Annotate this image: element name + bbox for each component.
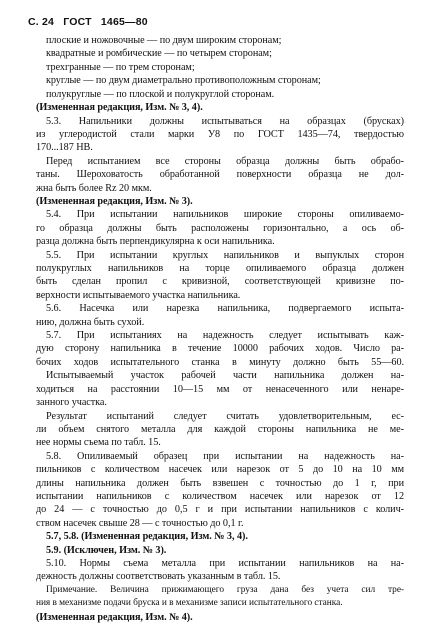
amendment-note: (Измененная редакция, Изм. № 3, 4). [36, 102, 203, 113]
text-line: нию, должна быть сухой. [36, 316, 145, 328]
text-line: 5.6. Насечка или нарезка напильника, подвергаемого испыта- [46, 303, 404, 315]
standard-label: ГОСТ [63, 16, 92, 28]
text-line: 5.5. При испытании круглых напильников и выпуклых сторон [46, 249, 404, 261]
text-line: 5.10. Нормы съема металла при испытании напильников на на- [46, 558, 404, 569]
page-header [28, 16, 154, 28]
footnote-line: ния в механизме подачи бруска и в механизме записи испытательного станка. [36, 598, 343, 609]
text-line: круглые — по двум диаметрально противоположным сторонам; [46, 75, 321, 87]
footnote-line: Примечание. Величина прижимающего груза дана без учета сил тре- [46, 584, 404, 595]
text-line: дежность должны соответствовать указанным в табл. 15. [36, 571, 281, 583]
text-line: 170...187 НВ. [36, 142, 93, 154]
text-line: разца должна быть перпендикулярна к оси напильника. [36, 236, 275, 248]
text-line: до 24 — с точностью до 0,5 г и при испытании напильников с колич- [36, 504, 404, 516]
amendment-note: 5.7, 5.8. (Измененная редакция, Изм. № 3, 4). [46, 531, 248, 543]
text-line: ходиться на расстоянии 10—15 мм от ненасеченного или ненаре- [36, 383, 404, 395]
text-line: квадратные и ромбические — по четырем сторонам; [46, 48, 272, 60]
amendment-note: (Измененная редакция, Изм. № 4). [36, 611, 193, 623]
text-line: жна быть более Rz 20 мкм. [36, 182, 152, 194]
text-line: 5.8. Опиливаемый образец при испытании на надежность на- [46, 450, 404, 462]
text-line: пильников с количеством насечек или нарезок от 5 до 10 на 10 мм [36, 464, 404, 476]
text-line: го образца должны быть расположены горизонтально, а ось об- [36, 222, 404, 234]
text-line: Результат испытаний следует считать удовлетворительным, ес- [46, 410, 404, 422]
page-number: С. 24 [28, 16, 55, 28]
text-line: 5.4. При испытании напильников широкие стороны опиливаемо- [46, 209, 404, 221]
text-line: верхности испытываемого участка напильника. [36, 289, 241, 301]
text-line: ли объем снятого металла для каждой стороны напильника не ме- [36, 423, 404, 435]
text-line: быть сделан пропил с кривизной, соответствующей кривизне по- [36, 276, 404, 288]
text-line: испытании напильников с количеством насечек или нарезок от 12 [36, 490, 404, 502]
amendment-note: (Измененная редакция, Изм. № 3). [36, 195, 193, 207]
text-line: полукруглых напильников на торце опиливаемого образца должен [36, 263, 404, 274]
text-line: занного участка. [36, 397, 107, 408]
standard-number: 1465—80 [100, 16, 148, 28]
text-line: дую сторону напильника в течение 10000 рабочих ходов. Число ра- [36, 343, 404, 355]
text-line: полукруглые — по плоской и полукруглой сторонам. [46, 88, 275, 100]
excluded-note: 5.9. (Исключен, Изм. № 3). [46, 544, 167, 556]
text-line: Перед испытанием все стороны образца должны быть обрабо- [46, 155, 404, 167]
text-line: 5.7. При испытаниях на надежность следует испытывать кaж- [46, 330, 404, 341]
text-line: нее нормы съема по табл. 15. [36, 437, 161, 449]
text-line: длины напильника должен быть взвешен с точностью до 1 г, при [36, 477, 404, 489]
text-line: таны. Шероховатость обработанной поверхности образца не дол- [36, 169, 404, 181]
text-line: 5.3. Напильники должны испытываться на образцах (брусках) [46, 115, 404, 127]
text-line: Испытываемый участок рабочей части напильника должен на- [46, 370, 404, 382]
text-line: плоские и ножовочные — по двум широким сторонам; [46, 35, 282, 46]
text-line: трехгранные — по трем сторонам; [46, 61, 195, 73]
text-line: ством насечек свыше 28 — с точностью до 0,1 г. [36, 517, 244, 529]
text-line: бочих ходов испытательного станка в минуту должно быть 55—60. [36, 356, 404, 368]
text-line: из углеродистой стали марки У8 по ГОСТ 1435—74, твердостью [36, 128, 404, 140]
